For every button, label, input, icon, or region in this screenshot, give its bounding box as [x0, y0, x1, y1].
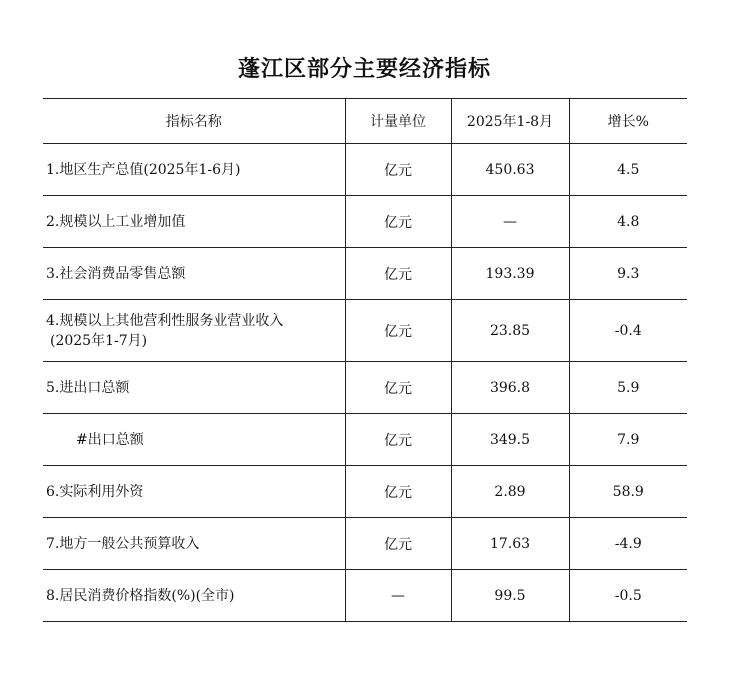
row-fdi-name: 6.实际利用外资	[43, 466, 345, 518]
row-retail-unit: 亿元	[345, 248, 451, 300]
row-export-unit: 亿元	[345, 414, 451, 466]
row-fdi-value: 2.89	[451, 466, 569, 518]
row-export-name: #出口总额	[43, 414, 345, 466]
row-fdi-growth: 58.9	[569, 466, 687, 518]
row-retail-name: 3.社会消费品零售总额	[43, 248, 345, 300]
table-row	[43, 414, 687, 466]
row-export-value: 349.5	[451, 414, 569, 466]
row-cpi-unit: —	[345, 570, 451, 622]
row-export-growth: 7.9	[569, 414, 687, 466]
row-services-unit: 亿元	[345, 300, 451, 362]
row-budget-value: 17.63	[451, 518, 569, 570]
row-services-name: 4.规模以上其他营利性服务业营业收入	[46, 312, 284, 329]
row-retail-growth: 9.3	[569, 248, 687, 300]
row-cpi-growth: -0.5	[569, 570, 687, 622]
header-growth: 增长%	[569, 99, 687, 144]
table-row	[43, 248, 687, 300]
row-services-growth: -0.4	[569, 300, 687, 362]
row-fdi-unit: 亿元	[345, 466, 451, 518]
row-industry-name: 2.规模以上工业增加值	[43, 196, 345, 248]
row-budget-growth: -4.9	[569, 518, 687, 570]
row-retail-value: 193.39	[451, 248, 569, 300]
row-trade-name: 5.进出口总额	[43, 362, 345, 414]
row-trade-growth: 5.9	[569, 362, 687, 414]
row-gdp-name: 1.地区生产总值(2025年1-6月)	[43, 144, 345, 196]
row-budget-name: 7.地方一般公共预算收入	[43, 518, 345, 570]
row-services-period-note: (2025年1-7月)	[50, 332, 148, 349]
table-row	[43, 518, 687, 570]
row-trade-unit: 亿元	[345, 362, 451, 414]
table-row	[43, 300, 687, 362]
row-gdp-growth: 4.5	[569, 144, 687, 196]
table-row	[43, 196, 687, 248]
row-industry-unit: 亿元	[345, 196, 451, 248]
row-gdp-unit: 亿元	[345, 144, 451, 196]
table-row	[43, 570, 687, 622]
indicators-table	[43, 98, 687, 622]
table-header-row	[43, 99, 687, 144]
row-industry-value: —	[451, 196, 569, 248]
row-cpi-name: 8.居民消费价格指数(%)(全市)	[43, 570, 345, 622]
table-row	[43, 144, 687, 196]
row-services-value: 23.85	[451, 300, 569, 362]
row-budget-unit: 亿元	[345, 518, 451, 570]
header-period: 2025年1-8月	[451, 99, 569, 144]
table-row	[43, 362, 687, 414]
row-services-name-cell	[43, 300, 345, 362]
row-industry-growth: 4.8	[569, 196, 687, 248]
page-title: 蓬江区部分主要经济指标	[237, 57, 491, 82]
row-cpi-value: 99.5	[451, 570, 569, 622]
header-indicator-name: 指标名称	[43, 99, 345, 144]
header-unit: 计量单位	[345, 99, 451, 144]
row-trade-value: 396.8	[451, 362, 569, 414]
table-row	[43, 466, 687, 518]
row-gdp-value: 450.63	[451, 144, 569, 196]
